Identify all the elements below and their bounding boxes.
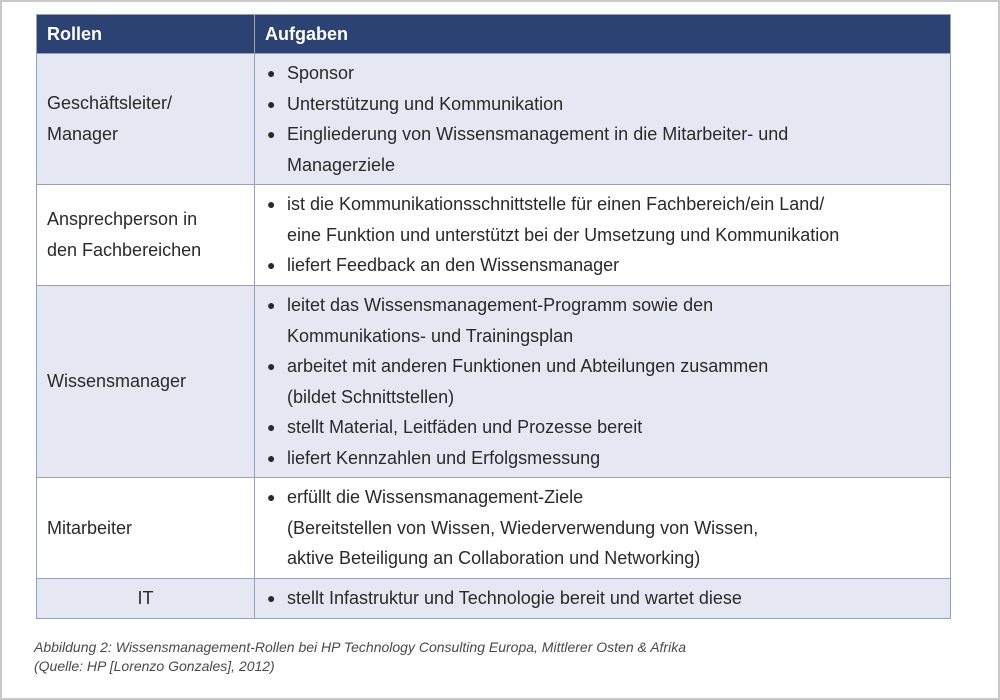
tasks-cell	[255, 286, 951, 478]
bullet-icon: ●	[267, 590, 276, 607]
bullet-icon: ●	[267, 449, 276, 466]
list-item	[263, 119, 940, 180]
list-item	[263, 290, 940, 351]
bullet-icon: ●	[267, 95, 276, 112]
bullet-icon: ●	[267, 358, 276, 374]
task-line: (Bereitstellen von Wissen, Wiederverwendung von Wissen,	[287, 517, 759, 538]
table-header-row	[37, 15, 951, 54]
task-line: Eingliederung von Wissensmanagement in die Mitarbeiter- und	[287, 124, 789, 144]
tasks-cell	[255, 185, 951, 286]
bullet-icon: ●	[267, 297, 276, 313]
bullet-icon: ●	[267, 489, 276, 506]
table-row	[37, 579, 951, 619]
task-line: erfüllt die Wissensmanagement-Ziele	[287, 487, 584, 508]
task-line: stellt Infastruktur und Technologie bereit und wartet diese	[287, 588, 742, 609]
list-item	[263, 412, 940, 443]
table-row	[37, 478, 951, 579]
table-row	[37, 54, 951, 185]
caption-line: Abbildung 2: Wissensmanagement-Rollen bei HP Technology Consulting Europa, Mittlerer Osten & Afrika	[34, 639, 686, 655]
list-item	[263, 482, 940, 574]
task-line: leitet das Wissensmanagement-Programm sowie den	[287, 295, 714, 315]
role-cell	[37, 579, 255, 619]
tasks-cell	[255, 579, 951, 619]
bullet-icon: ●	[267, 257, 276, 274]
role-cell	[37, 478, 255, 579]
task-line: Sponsor	[287, 63, 355, 83]
task-line: Managerziele	[287, 154, 396, 175]
task-line: eine Funktion und unterstützt bei der Umsetzung und Kommunikation	[287, 224, 840, 245]
task-line: Kommunikations- und Trainingsplan	[287, 325, 574, 346]
role-line: IT	[137, 588, 154, 608]
table-row	[37, 286, 951, 478]
role-line: Wissensmanager	[47, 371, 187, 391]
list-item	[263, 189, 940, 250]
task-line: arbeitet mit anderen Funktionen und Abteilungen zusammen	[287, 356, 769, 376]
figure-caption	[34, 638, 934, 676]
list-item	[263, 58, 940, 89]
caption-line: (Quelle: HP [Lorenzo Gonzales], 2012)	[34, 658, 275, 674]
bullet-icon: ●	[267, 196, 276, 213]
role-cell	[37, 54, 255, 185]
task-line: (bildet Schnittstellen)	[287, 386, 455, 407]
role-line: Mitarbeiter	[47, 517, 133, 538]
task-line: liefert Feedback an den Wissensmanager	[287, 255, 620, 276]
role-line: Ansprechperson in	[47, 209, 198, 229]
bullet-icon: ●	[267, 65, 276, 81]
list-item	[263, 443, 940, 474]
bullet-icon: ●	[267, 126, 276, 142]
task-line: liefert Kennzahlen und Erfolgsmessung	[287, 447, 601, 468]
role-line: den Fachbereichen	[47, 240, 202, 260]
bullet-icon: ●	[267, 419, 276, 435]
list-item	[263, 583, 940, 614]
list-item	[263, 351, 940, 412]
tasks-cell	[255, 478, 951, 579]
task-line: Unterstützung und Kommunikation	[287, 93, 564, 114]
role-cell	[37, 286, 255, 478]
header-tasks: Aufgaben	[255, 15, 951, 54]
tasks-cell	[255, 54, 951, 185]
roles-table	[36, 14, 951, 619]
list-item	[263, 250, 940, 281]
task-line: stellt Material, Leitfäden und Prozesse bereit	[287, 417, 643, 437]
role-cell	[37, 185, 255, 286]
table-row	[37, 185, 951, 286]
role-line: Geschäftsleiter/	[47, 93, 173, 113]
task-line: ist die Kommunikationsschnittstelle für einen Fachbereich/ein Land/	[287, 194, 825, 215]
list-item	[263, 89, 940, 120]
task-line: aktive Beteiligung an Collaboration und Networking)	[287, 548, 701, 569]
role-line: Manager	[47, 124, 119, 144]
header-roles: Rollen	[37, 15, 255, 54]
